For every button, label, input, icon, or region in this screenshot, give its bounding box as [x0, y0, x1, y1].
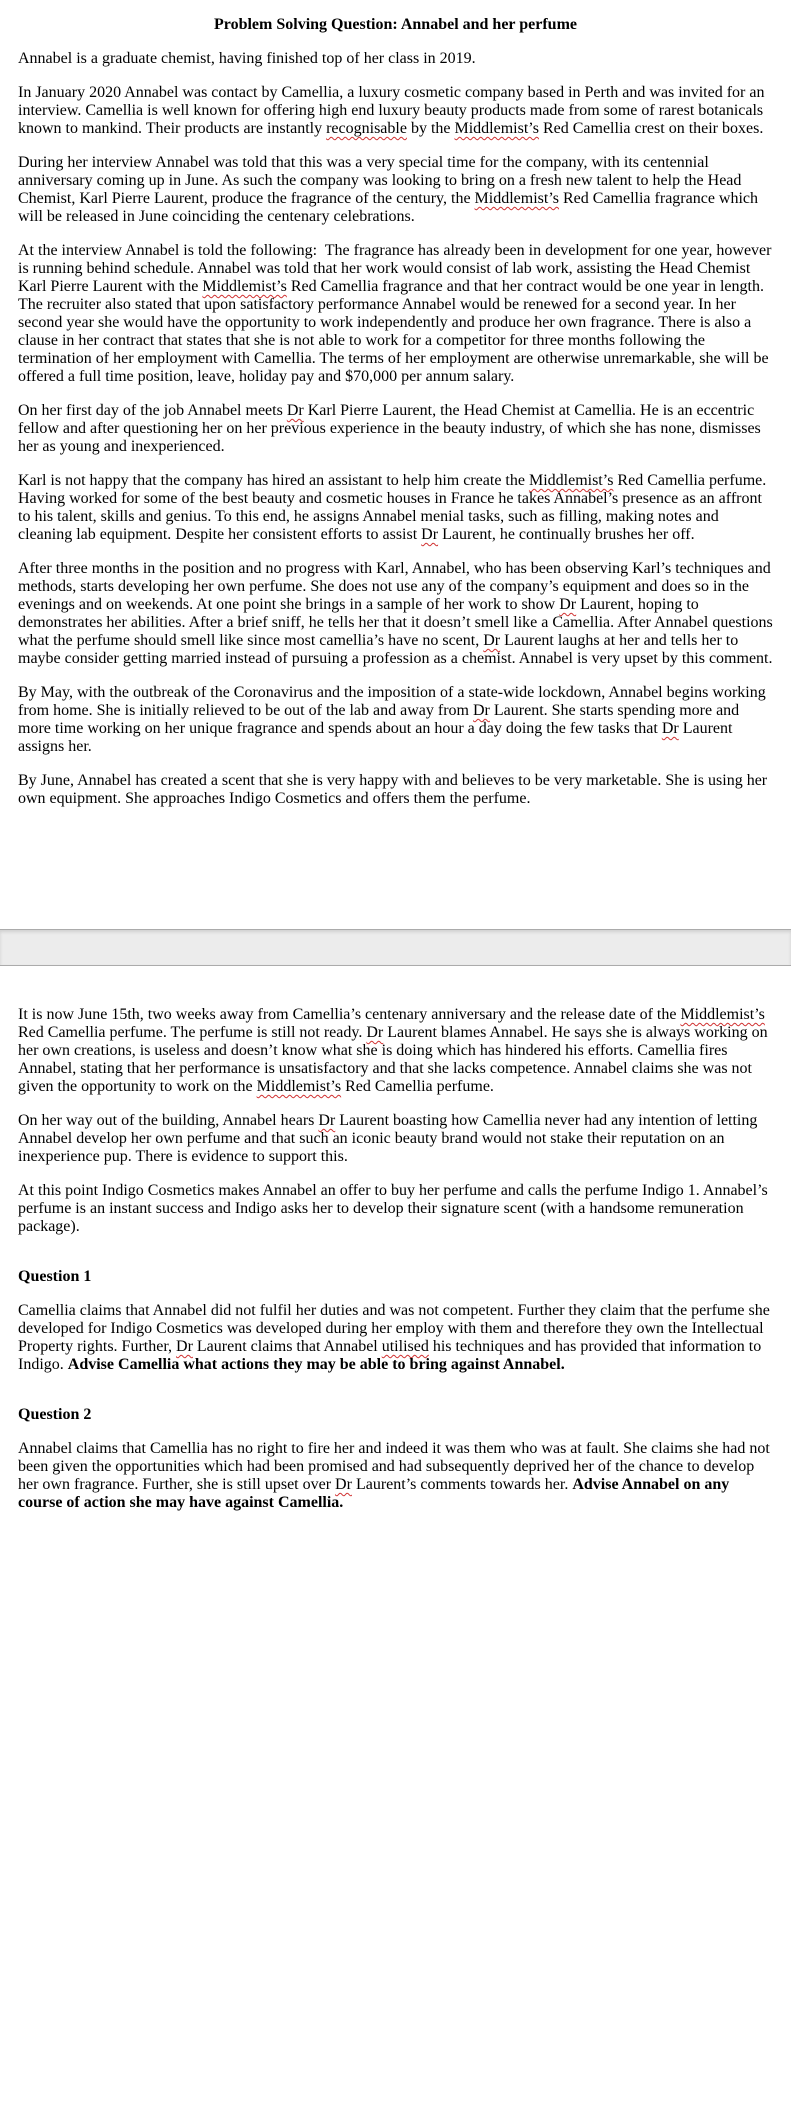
paragraph: During her interview Annabel was told that this was a very special time for the company, with its centennial anniversary coming up in June. As such the company was looking to bring on a fresh new talent to help the Head Chemist, Karl Pierre Laurent, produce the fragrance of the century, the Middlemist’s Red Camellia fragrance which will be released in June coinciding the centenary celebrations. — [18, 154, 759, 225]
misspelled-word: Dr — [335, 1476, 352, 1493]
misspelled-word: Dr — [366, 1024, 384, 1041]
paragraph: Annabel is a graduate chemist, having finished top of her class in 2019. — [18, 50, 476, 67]
page-1 — [0, 0, 791, 929]
paragraph: On her first day of the job Annabel meets Dr Karl Pierre Laurent, the Head Chemist at Camellia. He is an eccentric fellow and after questioning her on her previous experience in the beauty industry, of which she has none, dismisses her as young and inexperienced. — [18, 402, 761, 455]
misspelled-word: Dr — [421, 526, 439, 543]
paragraph: By May, with the outbreak of the Coronavirus and the imposition of a state-wide lockdown, Annabel begins working from home. She is initially relieved to be out of the lab and away from Dr Laurent. She starts spending more and more time working on her unique fragrance and spends about an hour a day doing the few tasks that Dr Laurent assigns her. — [18, 684, 766, 755]
misspelled-word: Middlemist’s — [202, 278, 287, 295]
misspelled-word: Middlemist’s — [454, 120, 539, 137]
paragraph: Karl is not happy that the company has hired an assistant to help him create the Middlemist’s Red Camellia perfume. Having worked for some of the best beauty and cosmetic houses in France he takes Annabel’s presence as an affront to his talent, skills and genius. To this end, he assigns Annabel menial tasks, such as filling, making notes and cleaning lab equipment. Despite her consistent efforts to assist Dr Laurent, he continually brushes her off. — [18, 472, 767, 543]
bold-instruction-text: Advise Annabel on any course of action she may have against Camellia. — [18, 1476, 730, 1511]
misspelled-word: Dr — [559, 596, 577, 613]
misspelled-word: recognisable — [326, 120, 407, 137]
misspelled-word: Dr — [483, 632, 501, 649]
paragraph: Annabel claims that Camellia has no right to fire her and indeed it was them who was at fault. She claims she had not been given the opportunities which had been promised and had subsequently deprived her of the chance to develop her own fragrance. Further, she is still upset over Dr Laurent’s comments towards her. Advise Annabel on any course of action she may have against Camellia. — [18, 1440, 770, 1511]
misspelled-word: Dr — [176, 1338, 193, 1355]
paragraph: On her way out of the building, Annabel hears Dr Laurent boasting how Camellia never had any intention of letting Annabel develop her own perfume and that such an iconic beauty brand would not stake their reputation on an inexperience pup. There is evidence to support this. — [18, 1112, 758, 1165]
misspelled-word: utilised — [381, 1338, 429, 1355]
misspelled-word: Middlemist’s — [256, 1078, 342, 1095]
paragraph: It is now June 15th, two weeks away from Camellia’s centenary anniversary and the release date of the Middlemist’s Red Camellia perfume. The perfume is still not ready. Dr Laurent blames Annabel. He says she is always working on her own creations, is useless and doesn’t know what she is doing which has hindered his efforts. Camellia fires Annabel, stating that her performance is unsatisfactory and that she lacks competence. Annabel claims she was not given the opportunity to work on the Middlemist’s Red Camellia perfume. — [18, 1006, 768, 1095]
page-break-gap — [0, 929, 791, 966]
paragraph: Camellia claims that Annabel did not fulfil her duties and was not competent. Further they claim that the perfume she developed for Indigo Cosmetics was developed during her employ with them and therefore they own the Intellectual Property rights. Further, Dr Laurent claims that Annabel utilised his techniques and has provided that information to Indigo. Advise Camellia what actions they may be able to bring against Annabel. — [18, 1302, 770, 1373]
paragraph: After three months in the position and no progress with Karl, Annabel, who has been observing Karl’s techniques and methods, starts developing her own perfume. She does not use any of the company’s equipment and does so in the evenings and on weekends. At one point she brings in a sample of her work to show Dr Laurent, hoping to demonstrates her abilities. After a brief sniff, he tells her that it doesn’t smell like a Camellia. After Annabel questions what the perfume should smell like since most camellia’s have no scent, Dr Laurent laughs at her and tells her to maybe consider getting married instead of pursuing a profession as a chemist. Annabel is very upset by this comment. — [18, 560, 773, 667]
paragraph: At this point Indigo Cosmetics makes Annabel an offer to buy her perfume and calls the perfume Indigo 1. Annabel’s perfume is an instant success and Indigo asks her to develop their signature scent (with a handsome remuneration package). — [18, 1182, 768, 1235]
page-1-content — [18, 50, 773, 808]
misspelled-word: Middlemist’s — [680, 1006, 765, 1023]
question-heading: Question 1 — [18, 1268, 92, 1285]
page-2 — [0, 966, 791, 1512]
misspelled-word: Dr — [473, 702, 490, 719]
bold-instruction-text: Advise Camellia what actions they may be able to bring against Annabel. — [67, 1356, 565, 1373]
misspelled-word: Dr — [661, 720, 679, 737]
paragraph: At the interview Annabel is told the following: The fragrance has already been in development for one year, however is running behind schedule. Annabel was told that her work would consist of lab work, assisting the Head Chemist Karl Pierre Laurent with the Middlemist’s Red Camellia fragrance and that her contract would be one year in length. The recruiter also stated that upon satisfactory performance Annabel would be renewed for a second year. In her second year she would have the opportunity to work independently and produce her own fragrance. There is also a clause in her contract that states that she is not able to work for a competitor for three months following the termination of her employment with Camellia. The terms of her employment are otherwise unremarkable, she will be offered a full time position, leave, holiday pay and $70,000 per annum salary. — [18, 242, 772, 385]
misspelled-word: Middlemist’s — [474, 190, 559, 207]
misspelled-word: Dr — [286, 402, 304, 419]
paragraph: By June, Annabel has created a scent that she is very happy with and believes to be very marketable. She is using her own equipment. She approaches Indigo Cosmetics and offers them the perfume. — [18, 772, 768, 807]
page-2-content — [18, 1006, 773, 1512]
document-title: Problem Solving Question: Annabel and her perfume — [214, 16, 577, 33]
question-heading: Question 2 — [18, 1406, 92, 1423]
paragraph: In January 2020 Annabel was contact by Camellia, a luxury cosmetic company based in Perth and was invited for an interview. Camellia is well known for offering high end luxury beauty products made from some of rarest botanicals known to mankind. Their products are instantly recognisable by the Middlemist’s Red Camellia crest on their boxes. — [18, 84, 765, 137]
misspelled-word: Dr — [318, 1112, 336, 1129]
misspelled-word: Middlemist’s — [528, 472, 614, 489]
